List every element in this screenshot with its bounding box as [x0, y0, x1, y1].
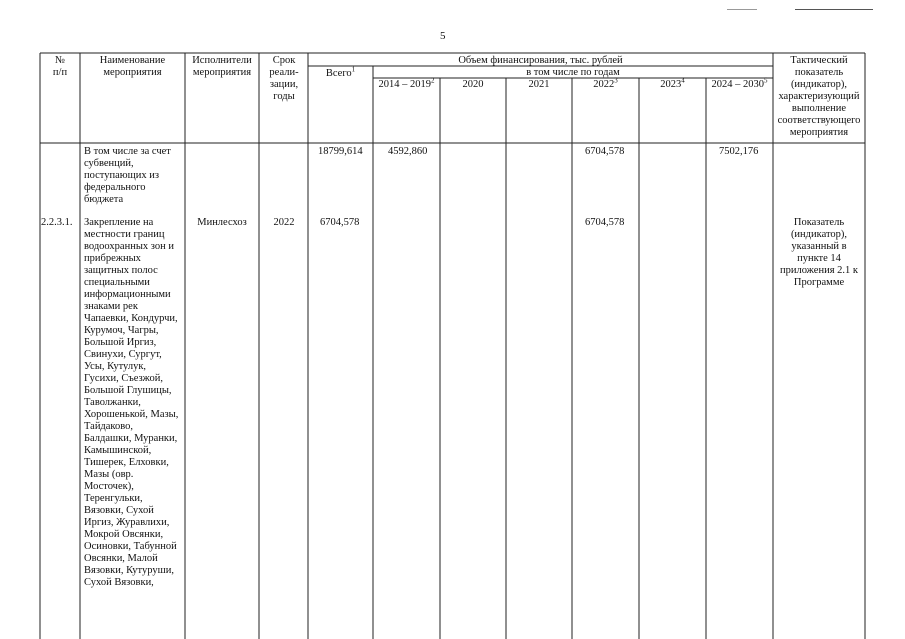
year-label: 2023 — [660, 79, 682, 90]
header-executors: Исполнители мероприятия — [192, 55, 252, 78]
header-year-2024-2030 — [708, 76, 771, 91]
header-total-sup: 1 — [351, 65, 356, 74]
header-term: Срок реали- зации, годы — [269, 55, 299, 102]
year-sup: 5 — [764, 76, 768, 85]
header-num: № п/п — [52, 55, 68, 78]
year-label: 2014 – 2019 — [378, 79, 431, 90]
header-year-2021 — [508, 79, 570, 91]
year-label: 2020 — [462, 79, 484, 90]
row1-name: Закрепление на местности границ водоохранных зон и прибрежных защитных полос специальными информационными знаками рек Чапаевки, Кондурчи, Курумоч, Чагры, Большой Иргиз, Свинухи, Сургут, Усы, Кутулук, Гусихи, Съезжой, Большой Глушицы, Таволжанки, Хорошенькой, Мазы, Тайдаково, Балдашки, Муранки, Камышинской, Тишерек, Елховки, Мазы (овр. Мосточек), Теренгульки, Вязовки, Сухой Иргиз, Журавлихи, Мокрой Овсянки, Осиновки, Табунной Овсянки, Малой Вязовки, Кутуруши, Сухой Вязовки, — [84, 217, 179, 588]
header-year-2023 — [641, 76, 704, 91]
row0-total: 18799,614 — [318, 146, 363, 157]
header-year-2020 — [442, 79, 504, 91]
scan-mark — [727, 9, 757, 10]
year-sup: 2 — [431, 76, 435, 85]
header-name: Наименование мероприятия — [99, 55, 166, 78]
year-sup: 4 — [681, 76, 685, 85]
row0-name: В том числе за счет субвенций, поступающих из федерального бюджета — [84, 146, 171, 205]
header-total — [310, 65, 371, 80]
row1-indicator: Показатель (индикатор), указанный в пункте 14 приложения 2.1 к Программе — [779, 217, 859, 288]
row1-2022: 6704,578 — [585, 217, 625, 228]
year-label: 2022 — [593, 79, 615, 90]
header-funding-title: Объем финансирования, тыс. рублей — [458, 55, 623, 66]
row1-term: 2022 — [273, 217, 295, 228]
header-by-years: в том числе по годам — [526, 67, 620, 78]
row1-total: 6704,578 — [320, 217, 360, 228]
row0-2022: 6704,578 — [585, 146, 625, 157]
header-year-2014-2019 — [375, 76, 438, 91]
scan-mark — [795, 9, 873, 10]
row1-num: 2.2.3.1. — [41, 217, 73, 228]
page-number: 5 — [440, 30, 446, 42]
year-label: 2024 – 2030 — [711, 79, 764, 90]
row1-executors: Минлесхоз — [197, 217, 247, 228]
row0-2014-2019: 4592,860 — [388, 146, 428, 157]
header-total-label: Всего — [325, 68, 352, 79]
year-label: 2021 — [528, 79, 550, 90]
year-sup: 3 — [614, 76, 618, 85]
row0-2024-2030: 7502,176 — [719, 146, 759, 157]
header-year-2022 — [574, 76, 637, 91]
header-indicator: Тактический показатель (индикатор), характеризующий выполнение соответствующего мероприятия — [777, 55, 861, 138]
